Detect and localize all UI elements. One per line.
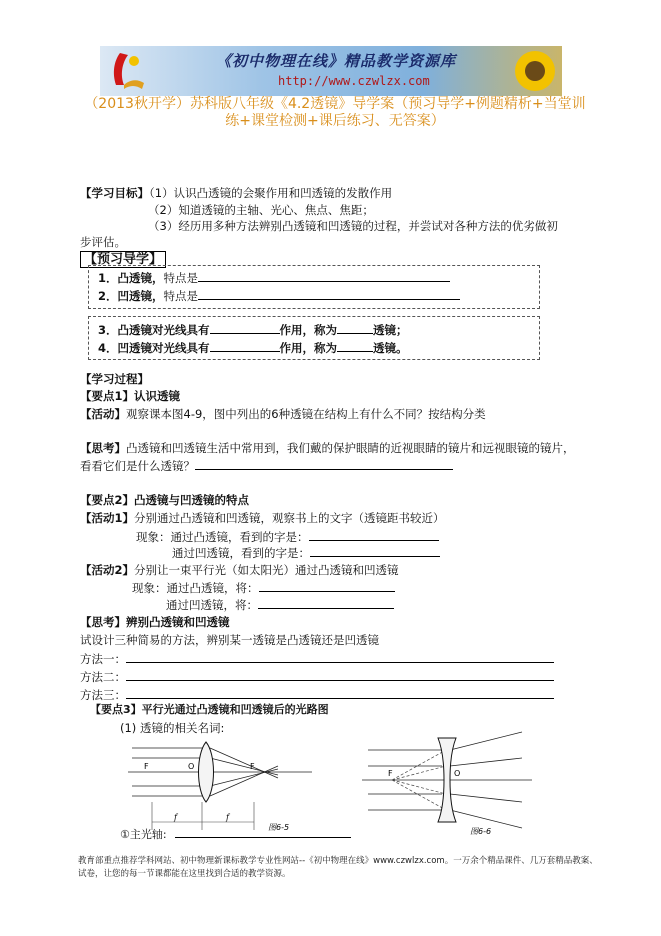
phenomenon-1b [172, 545, 440, 561]
focal-length-label: f [174, 813, 177, 822]
optical-center-label: O [188, 762, 195, 771]
figure-caption-right: 图6-6 [470, 827, 492, 836]
preview-line-1-prefix: 1．凸透镜， [98, 271, 164, 285]
answer-blank[interactable] [309, 529, 439, 541]
preview-line-3b: 作用，称为 [279, 323, 338, 337]
figure-caption-left: 图6-5 [268, 823, 290, 832]
answer-blank[interactable] [258, 597, 394, 609]
focal-point-label: F [144, 762, 149, 771]
preview-line-2-text: 特点是 [163, 289, 199, 303]
method-2-label: 方法二： [80, 670, 126, 684]
answer-blank[interactable] [310, 545, 440, 557]
think-1-text: 凸透镜和凹透镜生活中常用到，我们戴的保护眼睛的近视眼睛的镜片和远视眼镜的镜片， [126, 441, 575, 455]
method-3 [80, 687, 554, 703]
preview-line-3a: 3．凸透镜对光线具有 [98, 323, 210, 337]
objective-item-2: （2）知道透镜的主轴、光心、焦点、焦距； [148, 203, 374, 217]
answer-blank[interactable] [337, 340, 373, 352]
convex-lens-figure [128, 740, 312, 836]
site-logo-icon [106, 49, 148, 93]
subheading-1: (1) 透镜的相关名词: [120, 721, 225, 735]
objective-item-1: （1）认识凸透镜的会聚作用和凹透镜的发散作用 [149, 186, 393, 200]
activity-2-2-text: 分别让一束平行光（如太阳光）通过凸透镜和凹透镜 [134, 563, 399, 577]
phenomenon-2a [132, 580, 395, 596]
activity-2-1-label: 【活动1】 [80, 511, 135, 525]
answer-blank[interactable] [126, 687, 554, 699]
focal-length-label: f [226, 813, 229, 822]
preview-line-2-prefix: 2．凹透镜， [98, 289, 164, 303]
phenomenon-2b-text: 通过凹透镜，将： [166, 598, 258, 612]
main-axis-label: ①主光轴: [120, 828, 167, 841]
answer-blank[interactable] [259, 580, 395, 592]
preview-line-4a: 4．凹透镜对光线具有 [98, 341, 210, 355]
activity-1 [80, 407, 486, 422]
optical-center-label: O [454, 769, 461, 778]
document-title: （2013秋开学）苏科版八年级《4.2透镜》导学案（预习导学+例题精析+当堂训练+课堂检测+课后练习、无答案） [84, 96, 586, 129]
convex-lens-icon [199, 742, 214, 802]
point-3-label: 【要点3】平行光通过凸透镜和凹透镜后的光路图 [90, 703, 329, 716]
activity-2-1 [80, 511, 445, 526]
point-1-label: 【要点1】认识透镜 [80, 389, 181, 403]
method-3-label: 方法三： [80, 688, 126, 702]
preview-line-2 [98, 288, 460, 304]
preview-line-1 [98, 270, 450, 286]
method-1 [80, 651, 554, 667]
phenomenon-2a-text: 现象：通过凸透镜，将： [132, 581, 259, 595]
method-1-label: 方法一： [80, 652, 126, 666]
objective-item-3b: 步评估。 [80, 235, 126, 249]
preview-line-3 [98, 322, 408, 338]
objectives-label: 【学习目标】 [80, 186, 149, 200]
phenomenon-1b-text: 通过凹透镜，看到的字是： [172, 546, 310, 560]
header-banner [100, 46, 562, 96]
answer-blank[interactable] [126, 669, 554, 681]
answer-blank[interactable] [198, 270, 450, 282]
think-1 [80, 441, 575, 456]
answer-blank[interactable] [210, 340, 280, 352]
think-2-text: 试设计三种简易的方法，辨别某一透镜是凸透镜还是凹透镜 [80, 633, 379, 647]
activity-2-2 [80, 563, 399, 578]
preview-line-4 [98, 340, 408, 356]
answer-blank[interactable] [126, 651, 554, 663]
process-label: 【学习过程】 [80, 372, 149, 386]
banner-title: 《初中物理在线》精品教学资源库 [216, 52, 457, 70]
page-footer: 教育部重点推荐学科网站、初中物理新课标教学专业性网站--《初中物理在线》www.czwlzx.com。一万余个精品课件、几万套精品教案、试卷，让您的每一节课都能在这里找到合适的教学资源。 [78, 856, 598, 879]
objectives-line-1 [80, 186, 392, 201]
think-2-label: 【思考】辨别凸透镜和凹透镜 [80, 615, 230, 629]
phenomenon-2b [166, 597, 394, 613]
preview-line-3c: 透镜； [373, 323, 408, 337]
method-2 [80, 669, 554, 685]
answer-blank[interactable] [337, 322, 373, 334]
point-2-label: 【要点2】凸透镜与凹透镜的特点 [80, 493, 249, 507]
focal-point-label: F [388, 769, 393, 778]
answer-blank[interactable] [198, 288, 460, 300]
preview-label: 【预习导学】 [80, 251, 166, 268]
preview-line-4b: 作用，称为 [279, 341, 338, 355]
think-1-line-2 [80, 458, 453, 474]
answer-blank[interactable] [195, 458, 453, 470]
activity-1-label: 【活动】 [80, 407, 126, 421]
think-1-text-2: 看看它们是什么透镜？ [80, 459, 195, 473]
answer-blank[interactable] [210, 322, 280, 334]
concave-lens-figure [362, 728, 532, 838]
activity-2-1-text: 分别通过凸透镜和凹透镜，观察书上的文字（透镜距书较近） [134, 511, 445, 525]
sunflower-icon [512, 48, 558, 94]
think-1-label: 【思考】 [80, 441, 126, 455]
phenomenon-1a [136, 529, 439, 545]
phenomenon-1a-text: 现象：通过凸透镜，看到的字是： [136, 530, 309, 544]
main-axis-line [120, 826, 351, 842]
activity-2-2-label: 【活动2】 [80, 563, 135, 577]
objective-item-3a: （3）经历用多种方法辨别凸透镜和凹透镜的过程，并尝试对各种方法的优劣做初 [148, 219, 558, 233]
activity-1-text: 观察课本图4-9，图中列出的6种透镜在结构上有什么不同？按结构分类 [126, 407, 486, 421]
answer-blank[interactable] [175, 826, 351, 838]
focal-point-label: F [250, 762, 255, 771]
preview-line-1-text: 特点是 [163, 271, 199, 285]
banner-url[interactable]: http://www.czwlzx.com [278, 74, 430, 88]
preview-line-4c: 透镜。 [373, 341, 408, 355]
